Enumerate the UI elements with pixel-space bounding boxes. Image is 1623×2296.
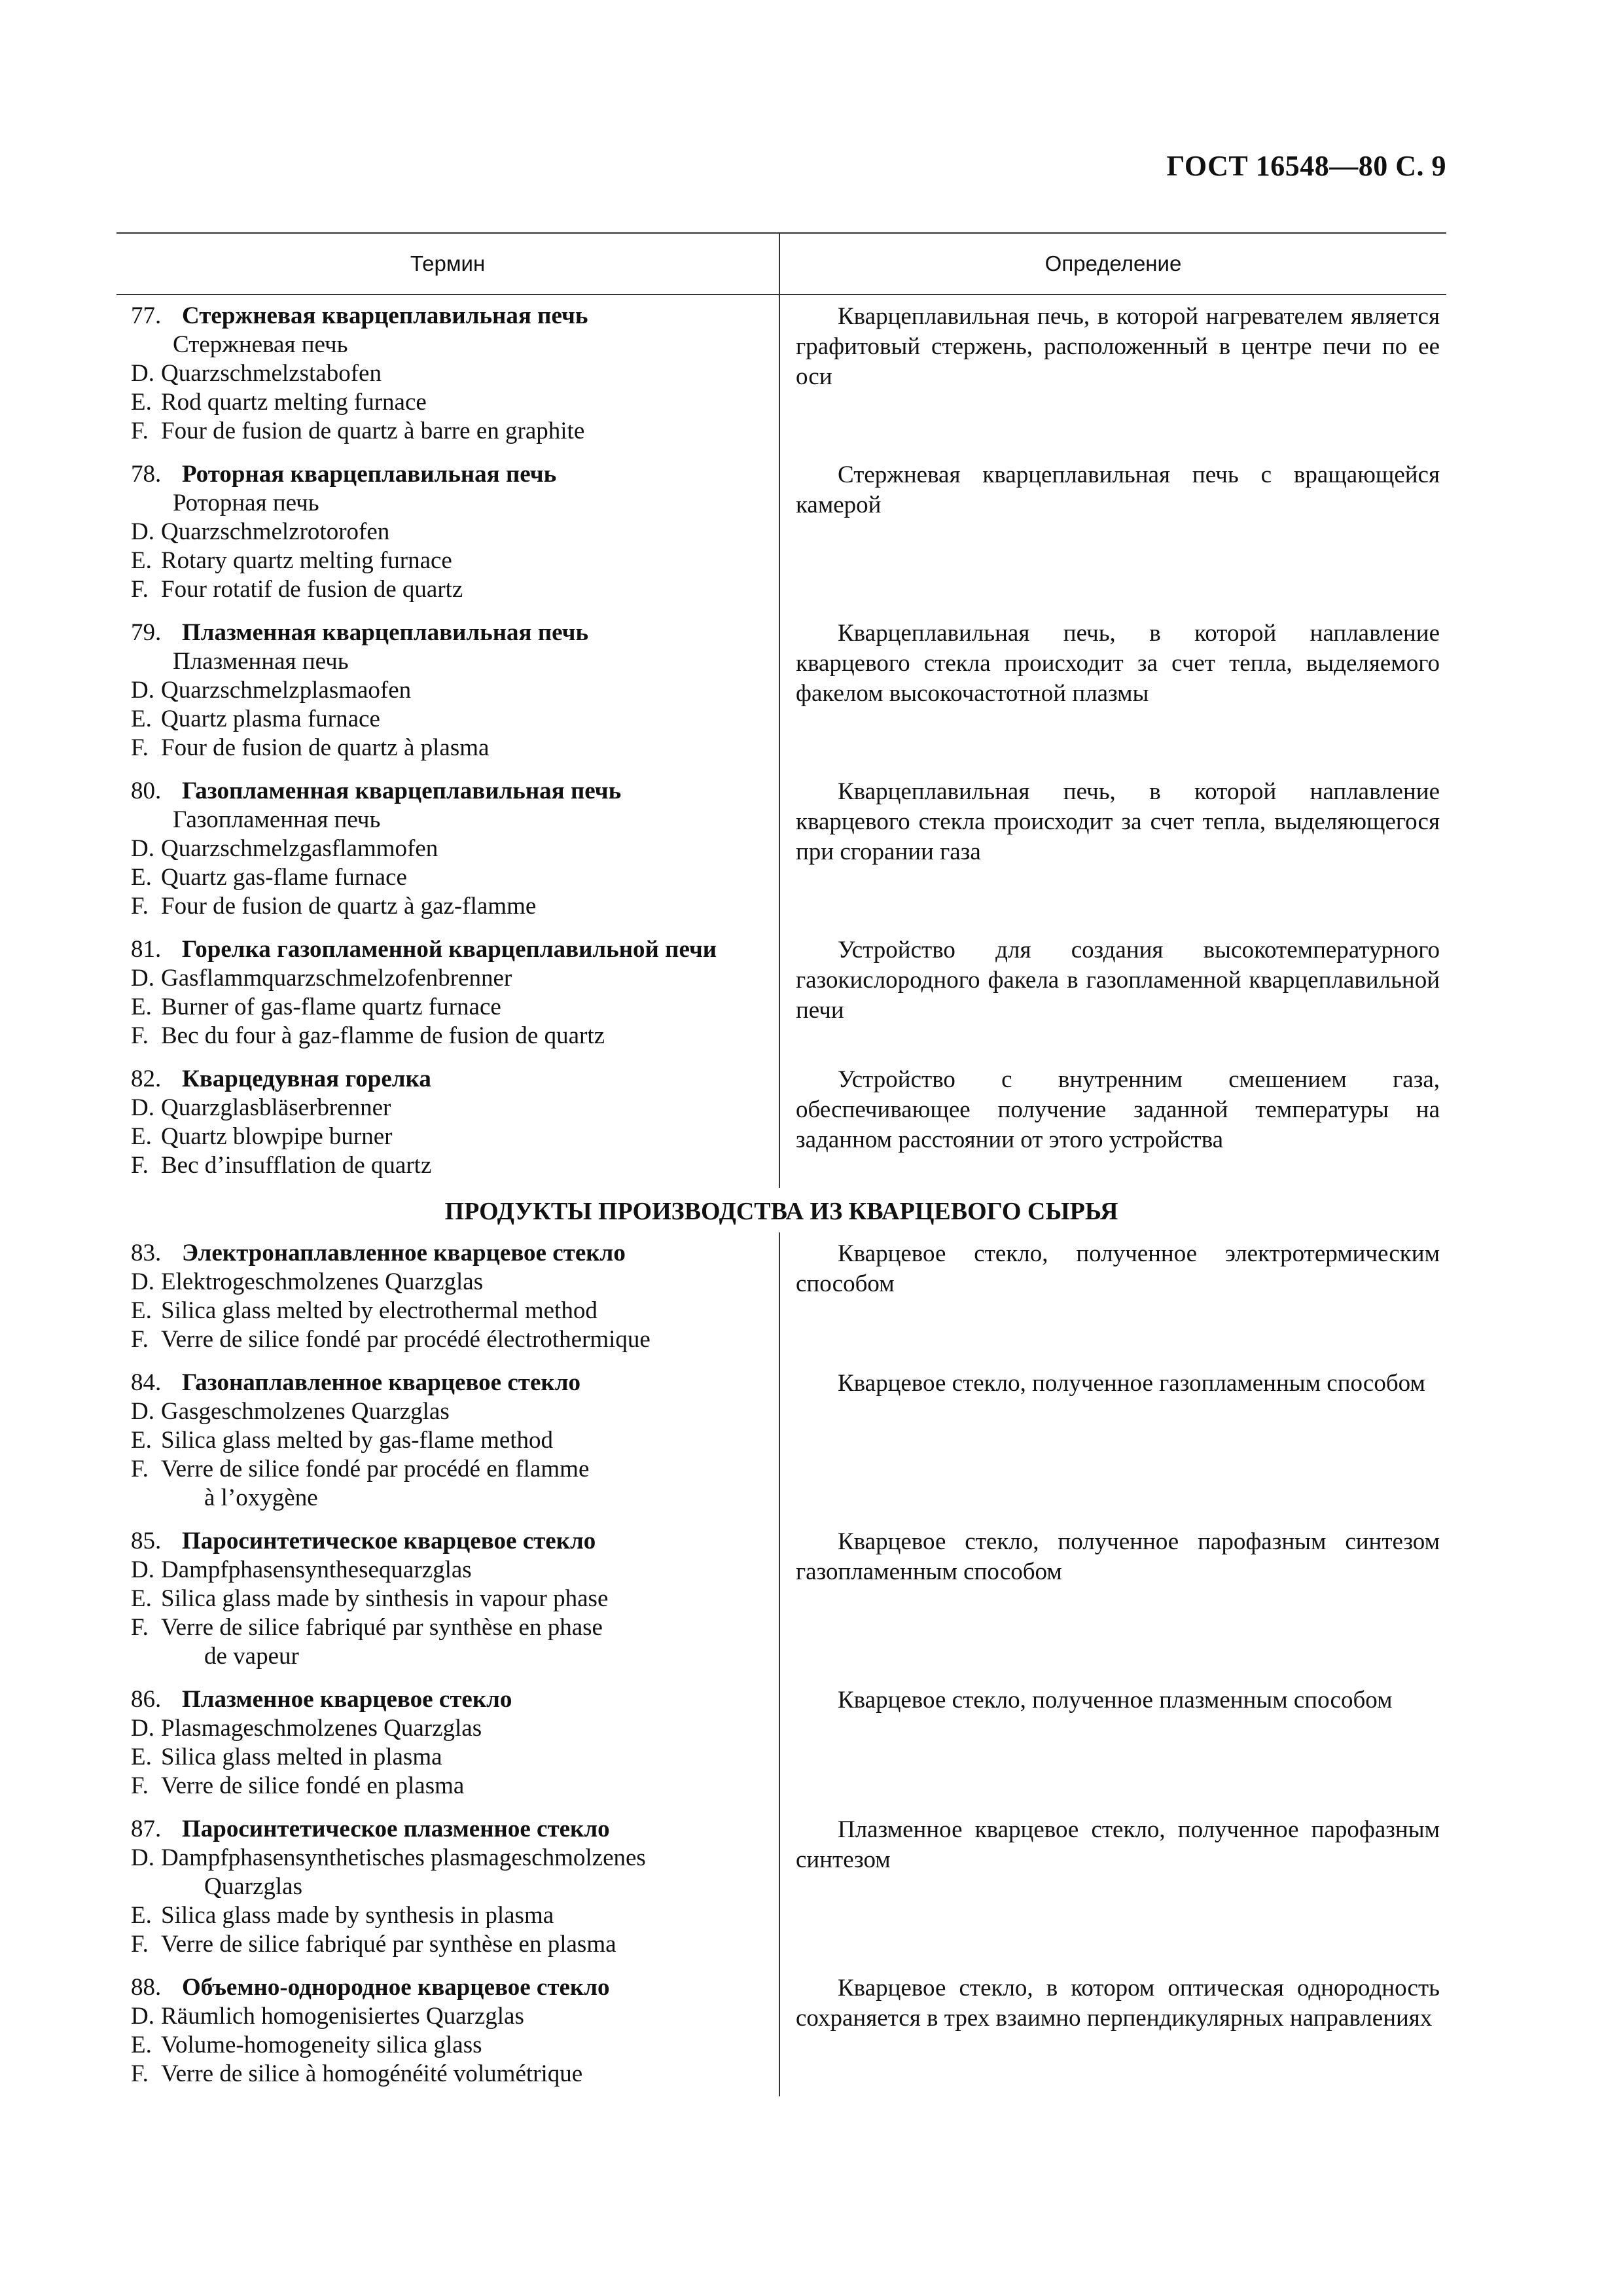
term-translation bbox=[131, 734, 779, 762]
translation-text: à l’oxygène bbox=[204, 1484, 318, 1511]
table-row bbox=[116, 1967, 1446, 2096]
term-cell bbox=[116, 1232, 779, 1362]
term-translation bbox=[131, 1094, 779, 1122]
translation-text: Silica glass melted by electrothermal method bbox=[161, 1297, 597, 1324]
definition-cell: Кварцевое стекло, полученное плазменным способом bbox=[779, 1679, 1446, 1808]
terms-table bbox=[116, 232, 1446, 2096]
table-row bbox=[116, 770, 1446, 929]
term-cell bbox=[116, 1058, 779, 1188]
language-code: F. bbox=[131, 2060, 149, 2087]
term-translation bbox=[131, 993, 779, 1022]
column-header-definition: Определение bbox=[779, 234, 1446, 294]
translation-text: Rod quartz melting furnace bbox=[161, 389, 427, 416]
section-row bbox=[116, 1188, 1446, 1232]
term-ru: Кварцедувная горелка bbox=[182, 1066, 431, 1092]
entries-group-products bbox=[116, 1232, 1446, 2096]
term-ru: Паросинтетическое кварцевое стекло bbox=[182, 1528, 596, 1554]
term-translation bbox=[131, 705, 779, 734]
term-number: 78. bbox=[131, 461, 162, 488]
term-number: 88. bbox=[131, 1974, 162, 2001]
term-line bbox=[131, 935, 779, 964]
language-code: F. bbox=[131, 1614, 149, 1641]
translation-text: Verre de silice fondé par procédé électrothermique bbox=[161, 1326, 651, 1353]
language-code: D. bbox=[131, 1715, 154, 1742]
translation-text: Gasgeschmolzenes Quarzglas bbox=[161, 1398, 450, 1425]
language-code: E. bbox=[131, 1297, 152, 1324]
translation-text: Räumlich homogenisiertes Quarzglas bbox=[161, 2003, 524, 2030]
term-number: 83. bbox=[131, 1240, 162, 1266]
term-ru: Газонаплавленное кварцевое стекло bbox=[182, 1369, 580, 1396]
translation-text: Dampfphasensynthesequarzglas bbox=[161, 1556, 472, 1583]
translation-text: Plasmageschmolzenes Quarzglas bbox=[161, 1715, 482, 1742]
term-translation bbox=[131, 1022, 779, 1050]
term-translation bbox=[131, 388, 779, 417]
term-translation bbox=[131, 863, 779, 892]
term-line bbox=[131, 1239, 779, 1268]
language-code: E. bbox=[131, 2032, 152, 2058]
term-translation bbox=[131, 1772, 779, 1801]
term-cell bbox=[116, 1679, 779, 1808]
language-code: E. bbox=[131, 864, 152, 891]
language-code: D. bbox=[131, 1398, 154, 1425]
language-code: F. bbox=[131, 418, 149, 444]
term-translation bbox=[131, 359, 779, 388]
term-ru: Объемно-однородное кварцевое стекло bbox=[182, 1974, 610, 2001]
term-ru: Электронаплавленное кварцевое стекло bbox=[182, 1240, 626, 1266]
language-code: D. bbox=[131, 2003, 154, 2030]
translation-text: Quarzschmelzrotorofen bbox=[161, 518, 390, 545]
term-line bbox=[131, 619, 779, 647]
translation-text: Silica glass made by sinthesis in vapour phase bbox=[161, 1585, 609, 1612]
term-ru: Плазменное кварцевое стекло bbox=[182, 1686, 512, 1713]
term-number: 80. bbox=[131, 778, 162, 804]
language-code: E. bbox=[131, 1902, 152, 1929]
definition-cell: Устройство для создания высокотемпературного газокислородного факела в газопламенной кварцеплавильной печи bbox=[779, 929, 1446, 1058]
term-number: 79. bbox=[131, 619, 162, 646]
translation-text: Bec d’insufflation de quartz bbox=[161, 1152, 432, 1179]
term-cell bbox=[116, 1808, 779, 1967]
language-code: F. bbox=[131, 1022, 149, 1049]
translation-text: Quartz blowpipe burner bbox=[161, 1123, 393, 1150]
column-header-term: Термин bbox=[410, 251, 486, 276]
translation-text: Four rotatif de fusion de quartz bbox=[161, 576, 463, 603]
term-cell bbox=[116, 612, 779, 770]
term-translation bbox=[131, 575, 779, 604]
language-code: E. bbox=[131, 1427, 152, 1454]
translation-text: Verre de silice fabriqué par synthèse en plasma bbox=[161, 1931, 616, 1958]
term-cell bbox=[116, 295, 779, 454]
term-cell bbox=[116, 929, 779, 1058]
definition-cell: Кварцеплавильная печь, в которой наплавление кварцевого стекла происходит за счет тепла, выделяющегося при сгорании газа bbox=[779, 770, 1446, 929]
term-translation bbox=[131, 1613, 779, 1642]
term-translation bbox=[131, 1426, 779, 1455]
entries-group-furnaces bbox=[116, 295, 1446, 1188]
language-code: D. bbox=[131, 1556, 154, 1583]
language-code: D. bbox=[131, 360, 154, 387]
language-code: F. bbox=[131, 1326, 149, 1353]
definition-cell: Устройство с внутренним смешением газа, обеспечивающее получение заданной температуры на заданном расстоянии от этого устройства bbox=[779, 1058, 1446, 1188]
term-translation bbox=[131, 1455, 779, 1484]
term-line bbox=[131, 1065, 779, 1094]
language-code: F. bbox=[131, 1152, 149, 1179]
term-translation bbox=[131, 2002, 779, 2031]
definition-cell: Кварцевое стекло, полученное электротермическим способом bbox=[779, 1232, 1446, 1362]
term-translation bbox=[131, 1268, 779, 1297]
term-translation bbox=[131, 1844, 779, 1873]
term-translation bbox=[131, 1714, 779, 1743]
term-translation bbox=[131, 834, 779, 863]
language-code: D. bbox=[131, 1268, 154, 1295]
term-cell bbox=[116, 1967, 779, 2096]
definition-cell: Кварцевое стекло, полученное газопламенным способом bbox=[779, 1362, 1446, 1520]
translation-text: Verre de silice fabriqué par synthèse en phase bbox=[161, 1614, 603, 1641]
translation-text: Quartz plasma furnace bbox=[161, 706, 380, 732]
term-short: Газопламенная печь bbox=[173, 806, 381, 833]
table-row bbox=[116, 295, 1446, 454]
language-code: D. bbox=[131, 518, 154, 545]
translation-text: Verre de silice fondé en plasma bbox=[161, 1772, 465, 1799]
term-translation bbox=[131, 1484, 779, 1513]
term-translation bbox=[131, 547, 779, 575]
language-code: D. bbox=[131, 1844, 154, 1871]
table-header-row bbox=[116, 234, 1446, 295]
term-translation bbox=[131, 1122, 779, 1151]
translation-text: Verre de silice fondé par procédé en flamme bbox=[161, 1456, 590, 1482]
translation-text: Silica glass made by synthesis in plasma bbox=[161, 1902, 554, 1929]
table-row bbox=[116, 1362, 1446, 1520]
term-cell bbox=[116, 454, 779, 612]
term-ru: Газопламенная кварцеплавильная печь bbox=[182, 778, 622, 804]
translation-text: de vapeur bbox=[204, 1643, 299, 1670]
term-ru: Паросинтетическое плазменное стекло bbox=[182, 1816, 610, 1842]
translation-text: Volume-homogeneity silica glass bbox=[161, 2032, 482, 2058]
translation-text: Quarzglas bbox=[204, 1873, 302, 1900]
term-short: Стержневая печь bbox=[173, 331, 348, 358]
term-translation bbox=[131, 1901, 779, 1930]
page-header: ГОСТ 16548—80 С. 9 bbox=[1166, 150, 1446, 182]
language-code: F. bbox=[131, 576, 149, 603]
term-ru: Роторная кварцеплавильная печь bbox=[182, 461, 557, 488]
translation-text: Quarzschmelzgasflammofen bbox=[161, 835, 438, 862]
language-code: E. bbox=[131, 1585, 152, 1612]
term-translation bbox=[131, 1873, 779, 1901]
table-row bbox=[116, 1808, 1446, 1967]
language-code: D. bbox=[131, 677, 154, 704]
term-translation bbox=[131, 1151, 779, 1180]
term-translation bbox=[131, 1642, 779, 1671]
section-title: ПРОДУКТЫ ПРОИЗВОДСТВА ИЗ КВАРЦЕВОГО СЫРЬЯ bbox=[444, 1198, 1118, 1225]
language-code: E. bbox=[131, 547, 152, 574]
language-code: F. bbox=[131, 1931, 149, 1958]
term-number: 87. bbox=[131, 1816, 162, 1842]
translation-text: Rotary quartz melting furnace bbox=[161, 547, 452, 574]
language-code: D. bbox=[131, 835, 154, 862]
translation-text: Silica glass melted by gas-flame method bbox=[161, 1427, 554, 1454]
term-ru: Горелка газопламенной кварцеплавильной печи bbox=[182, 936, 717, 963]
language-code: E. bbox=[131, 1123, 152, 1150]
language-code: E. bbox=[131, 1744, 152, 1770]
definition-cell: Плазменное кварцевое стекло, полученное парофазным синтезом bbox=[779, 1808, 1446, 1967]
term-number: 82. bbox=[131, 1066, 162, 1092]
translation-text: Quartz gas-flame furnace bbox=[161, 864, 407, 891]
table-row bbox=[116, 1058, 1446, 1188]
term-number: 81. bbox=[131, 936, 162, 963]
term-number: 85. bbox=[131, 1528, 162, 1554]
translation-text: Quarzschmelzplasmaofen bbox=[161, 677, 412, 704]
translation-text: Gasflammquarzschmelzofenbrenner bbox=[161, 965, 512, 992]
term-translation bbox=[131, 417, 779, 446]
term-line bbox=[131, 1815, 779, 1844]
term-translation bbox=[131, 1743, 779, 1772]
language-code: F. bbox=[131, 893, 149, 920]
language-code: F. bbox=[131, 1772, 149, 1799]
term-line bbox=[131, 460, 779, 489]
term-translation bbox=[131, 1397, 779, 1426]
definition-cell: Кварцевое стекло, полученное парофазным синтезом газопламенным способом bbox=[779, 1520, 1446, 1679]
table-row bbox=[116, 929, 1446, 1058]
translation-text: Silica glass melted in plasma bbox=[161, 1744, 442, 1770]
translation-text: Quarzglasbläserbrenner bbox=[161, 1094, 391, 1121]
term-short: Плазменная печь bbox=[173, 648, 349, 675]
table-row bbox=[116, 612, 1446, 770]
translation-text: Verre de silice à homogénéité volumétrique bbox=[161, 2060, 583, 2087]
language-code: E. bbox=[131, 994, 152, 1020]
language-code: D. bbox=[131, 965, 154, 992]
term-line bbox=[131, 1369, 779, 1397]
definition-cell: Кварцеплавильная печь, в которой наплавление кварцевого стекла происходит за счет тепла, выделяемого факелом высокочастотной плазмы bbox=[779, 612, 1446, 770]
term-number: 77. bbox=[131, 302, 162, 329]
term-translation bbox=[131, 1585, 779, 1613]
term-translation bbox=[131, 964, 779, 993]
term-ru: Стержневая кварцеплавильная печь bbox=[182, 302, 588, 329]
language-code: E. bbox=[131, 706, 152, 732]
term-translation bbox=[131, 2060, 779, 2089]
term-cell bbox=[116, 1520, 779, 1679]
translation-text: Elektrogeschmolzenes Quarzglas bbox=[161, 1268, 484, 1295]
term-ru: Плазменная кварцеплавильная печь bbox=[182, 619, 589, 646]
definition-cell: Кварцеплавильная печь, в которой нагревателем является графитовый стержень, расположенный в центре печи по ее оси bbox=[779, 295, 1446, 454]
term-line bbox=[131, 1685, 779, 1714]
translation-text: Bec du four à gaz-flamme de fusion de quartz bbox=[161, 1022, 605, 1049]
term-cell bbox=[116, 770, 779, 929]
term-short: Роторная печь bbox=[173, 490, 319, 516]
term-translation bbox=[131, 518, 779, 547]
translation-text: Four de fusion de quartz à barre en graphite bbox=[161, 418, 585, 444]
term-translation bbox=[131, 1556, 779, 1585]
table-row bbox=[116, 1520, 1446, 1679]
table-row bbox=[116, 1232, 1446, 1362]
language-code: E. bbox=[131, 389, 152, 416]
table-row bbox=[116, 454, 1446, 612]
term-translation bbox=[131, 1325, 779, 1354]
table-row bbox=[116, 1679, 1446, 1808]
term-number: 84. bbox=[131, 1369, 162, 1396]
term-translation bbox=[131, 1297, 779, 1325]
definition-cell: Кварцевое стекло, в котором оптическая однородность сохраняется в трех взаимно перпендикулярных направлениях bbox=[779, 1967, 1446, 2096]
translation-text: Burner of gas-flame quartz furnace bbox=[161, 994, 501, 1020]
language-code: F. bbox=[131, 1456, 149, 1482]
translation-text: Four de fusion de quartz à gaz-flamme bbox=[161, 893, 537, 920]
language-code: D. bbox=[131, 1094, 154, 1121]
translation-text: Four de fusion de quartz à plasma bbox=[161, 734, 490, 761]
definition-cell: Стержневая кварцеплавильная печь с вращающейся камерой bbox=[779, 454, 1446, 612]
term-translation bbox=[131, 2031, 779, 2060]
term-translation bbox=[131, 676, 779, 705]
translation-text: Dampfphasensynthetisches plasmageschmolzenes bbox=[161, 1844, 646, 1871]
translation-text: Quarzschmelzstabofen bbox=[161, 360, 382, 387]
term-cell bbox=[116, 1362, 779, 1520]
term-line bbox=[131, 777, 779, 806]
term-translation bbox=[131, 1930, 779, 1959]
term-translation bbox=[131, 892, 779, 921]
term-line bbox=[131, 1527, 779, 1556]
term-number: 86. bbox=[131, 1686, 162, 1713]
term-line bbox=[131, 1973, 779, 2002]
term-line bbox=[131, 302, 779, 331]
language-code: F. bbox=[131, 734, 149, 761]
